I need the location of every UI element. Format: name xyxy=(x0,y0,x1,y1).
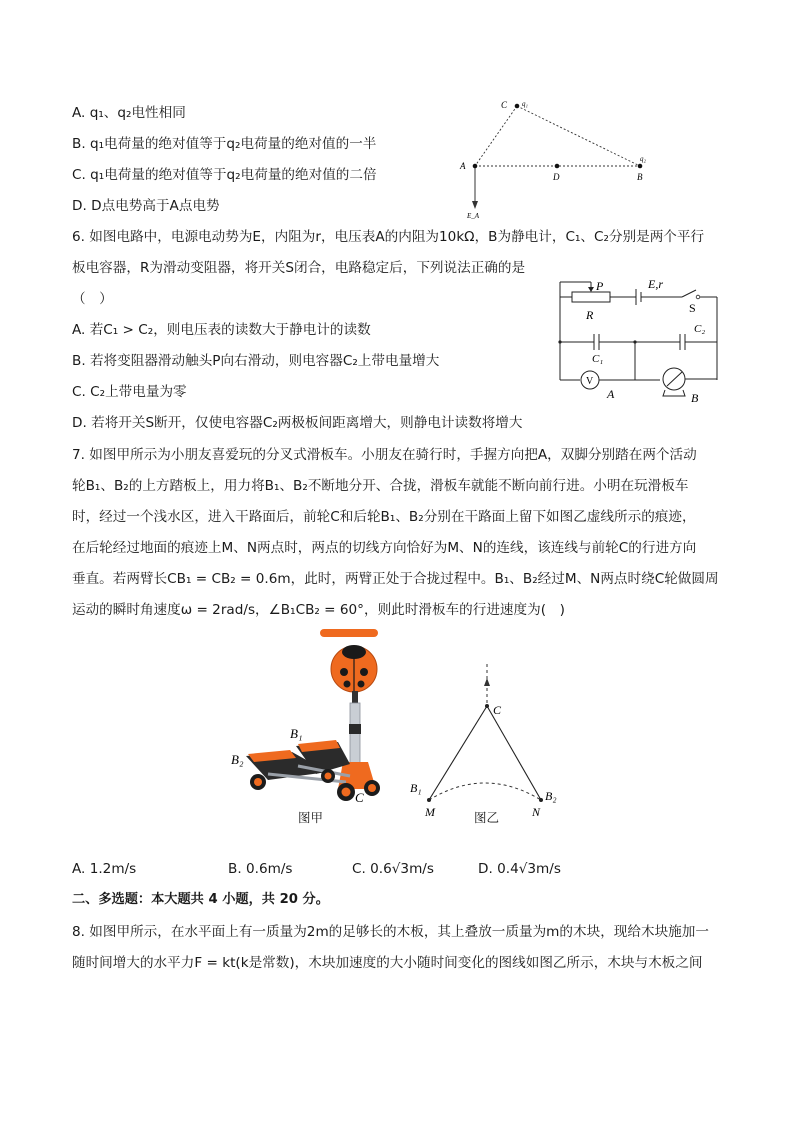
caption-figure-jia: 图甲 xyxy=(298,810,324,825)
q6-stem-line-2: 板电容器，R为滑动变阻器，将开关S闭合，电路稳定后，下列说法正确的是 xyxy=(72,260,526,276)
label-ea: E_A xyxy=(467,212,480,220)
q7-stem-line-4: 在后轮经过地面的痕迹上M、N两点时，两点的切线方向恰好为M、N的连线，该连线与前轮C的行进方向 xyxy=(72,540,697,556)
label-b2-yi: B₂ xyxy=(545,789,557,803)
handlebar xyxy=(320,629,378,637)
q6-option-d[interactable]: D. 若将开关S断开，仅使电容器C₂两极板间距离增大，则静电计读数将增大 xyxy=(72,415,523,431)
label-c-yi: C xyxy=(493,703,502,717)
label-r: R xyxy=(586,308,594,322)
q5-option-d[interactable]: D. D点电势高于A点电势 xyxy=(72,198,220,214)
label-q2: q₂ xyxy=(640,155,646,163)
q6-answer-blank: （ ） xyxy=(72,291,113,307)
q7-track-figure xyxy=(405,658,580,823)
direction-arrow xyxy=(484,678,490,686)
q5-charge-figure xyxy=(455,92,675,222)
q6-option-c[interactable]: C. C₂上带电量为零 xyxy=(72,384,187,400)
label-m: M xyxy=(425,805,435,819)
q7-scooter-figure xyxy=(228,624,398,810)
q7-option-a[interactable]: A. 1.2m/s xyxy=(72,861,137,877)
q6-option-b[interactable]: B. 若将变阻器滑动触头P向右滑动，则电容器C₂上带电量增大 xyxy=(72,353,440,369)
label-c2: C₂ xyxy=(694,323,706,335)
q7-option-c[interactable]: C. 0.6√3m/s xyxy=(352,861,434,877)
arm-cb1 xyxy=(429,706,487,800)
label-b: B xyxy=(691,391,699,405)
label-b2-jia: B₂ xyxy=(231,752,244,767)
label-b1-jia: B₁ xyxy=(290,726,303,741)
charge-q1 xyxy=(515,104,520,109)
slider-arrow xyxy=(588,287,594,292)
switch-s xyxy=(682,290,696,297)
label-c-jia: C xyxy=(355,790,364,805)
caption-figure-yi: 图乙 xyxy=(474,810,500,825)
label-q1: q₁ xyxy=(522,100,528,108)
q6-option-a[interactable]: A. 若C₁ > C₂，则电压表的读数大于静电计的读数 xyxy=(72,322,371,338)
line-ca xyxy=(475,106,517,166)
q7-option-d[interactable]: D. 0.4√3m/s xyxy=(478,861,561,877)
line-cb xyxy=(517,106,640,166)
label-er: E,r xyxy=(648,277,663,291)
point-d xyxy=(555,164,560,169)
label-b1-yi: B₁ xyxy=(410,781,422,795)
label-b: B xyxy=(637,172,643,182)
q7-stem-line-6: 运动的瞬时角速度ω = 2rad/s，∠B₁CB₂ = 60°，则此时滑板车的行进速度为( ) xyxy=(72,602,565,618)
arm-cb2 xyxy=(487,706,541,800)
q7-option-b[interactable]: B. 0.6m/s xyxy=(228,861,293,877)
scooter-stem xyxy=(350,703,360,771)
label-c: C xyxy=(501,100,508,110)
section-multi-choice-title: 二、多选题：本大题共 4 小题，共 20 分。 xyxy=(72,892,329,907)
q7-stem-line-5: 垂直。若两臂长CB₁ = CB₂ = 0.6m，此时，两臂正处于合拢过程中。B₁、B₂经过M、N两点时绕C轮做圆周 xyxy=(72,571,719,587)
q7-stem-line-1: 7. 如图甲所示为小朋友喜爱玩的分叉式滑板车。小朋友在骑行时，手握方向把A，双脚分别踏在两个活动 xyxy=(72,447,697,463)
rheostat-r xyxy=(572,292,610,302)
label-v: V xyxy=(586,376,594,387)
label-n: N xyxy=(532,805,541,819)
q6-stem-line-1: 6. 如图电路中，电源电动势为E，内阻为r，电压表A的内阻为10kΩ，B为静电计，C₁、C₂分别是两个平行 xyxy=(72,229,705,245)
q5-option-c[interactable]: C. q₁电荷量的绝对值等于q₂电荷量的绝对值的二倍 xyxy=(72,167,377,183)
q8-stem-line-2: 随时间增大的水平力F = kt(k是常数)，木块加速度的大小随时间变化的图线如图乙所示，木块与木板之间 xyxy=(72,955,703,971)
label-d: D xyxy=(553,172,560,182)
label-a: A xyxy=(460,161,466,171)
label-s: S xyxy=(689,301,696,315)
point-a xyxy=(473,164,478,169)
q7-stem-line-2: 轮B₁、B₂的上方踏板上，用力将B₁、B₂不断地分开、合拢，滑板车就能不断向前行进。小明在玩滑板车 xyxy=(72,478,689,494)
rear-wheel-tracks xyxy=(429,783,541,800)
q8-stem-line-1: 8. 如图甲所示，在水平面上有一质量为2m的足够长的木板，其上叠放一质量为m的木块，现给木块施加一 xyxy=(72,924,709,940)
q5-option-b[interactable]: B. q₁电荷量的绝对值等于q₂电荷量的绝对值的一半 xyxy=(72,136,377,152)
field-arrowhead xyxy=(472,201,478,209)
charge-q2 xyxy=(638,164,643,169)
q6-circuit-figure xyxy=(552,272,732,407)
q5-option-a[interactable]: A. q₁、q₂电性相同 xyxy=(72,105,186,121)
label-c1: C₁ xyxy=(592,353,604,365)
q7-stem-line-3: 时，经过一个浅水区，进入干路面后，前轮C和后轮B₁、B₂分别在干路面上留下如图乙虚线所示的痕迹， xyxy=(72,509,696,525)
label-p: P xyxy=(596,279,604,293)
label-a: A xyxy=(607,387,615,401)
